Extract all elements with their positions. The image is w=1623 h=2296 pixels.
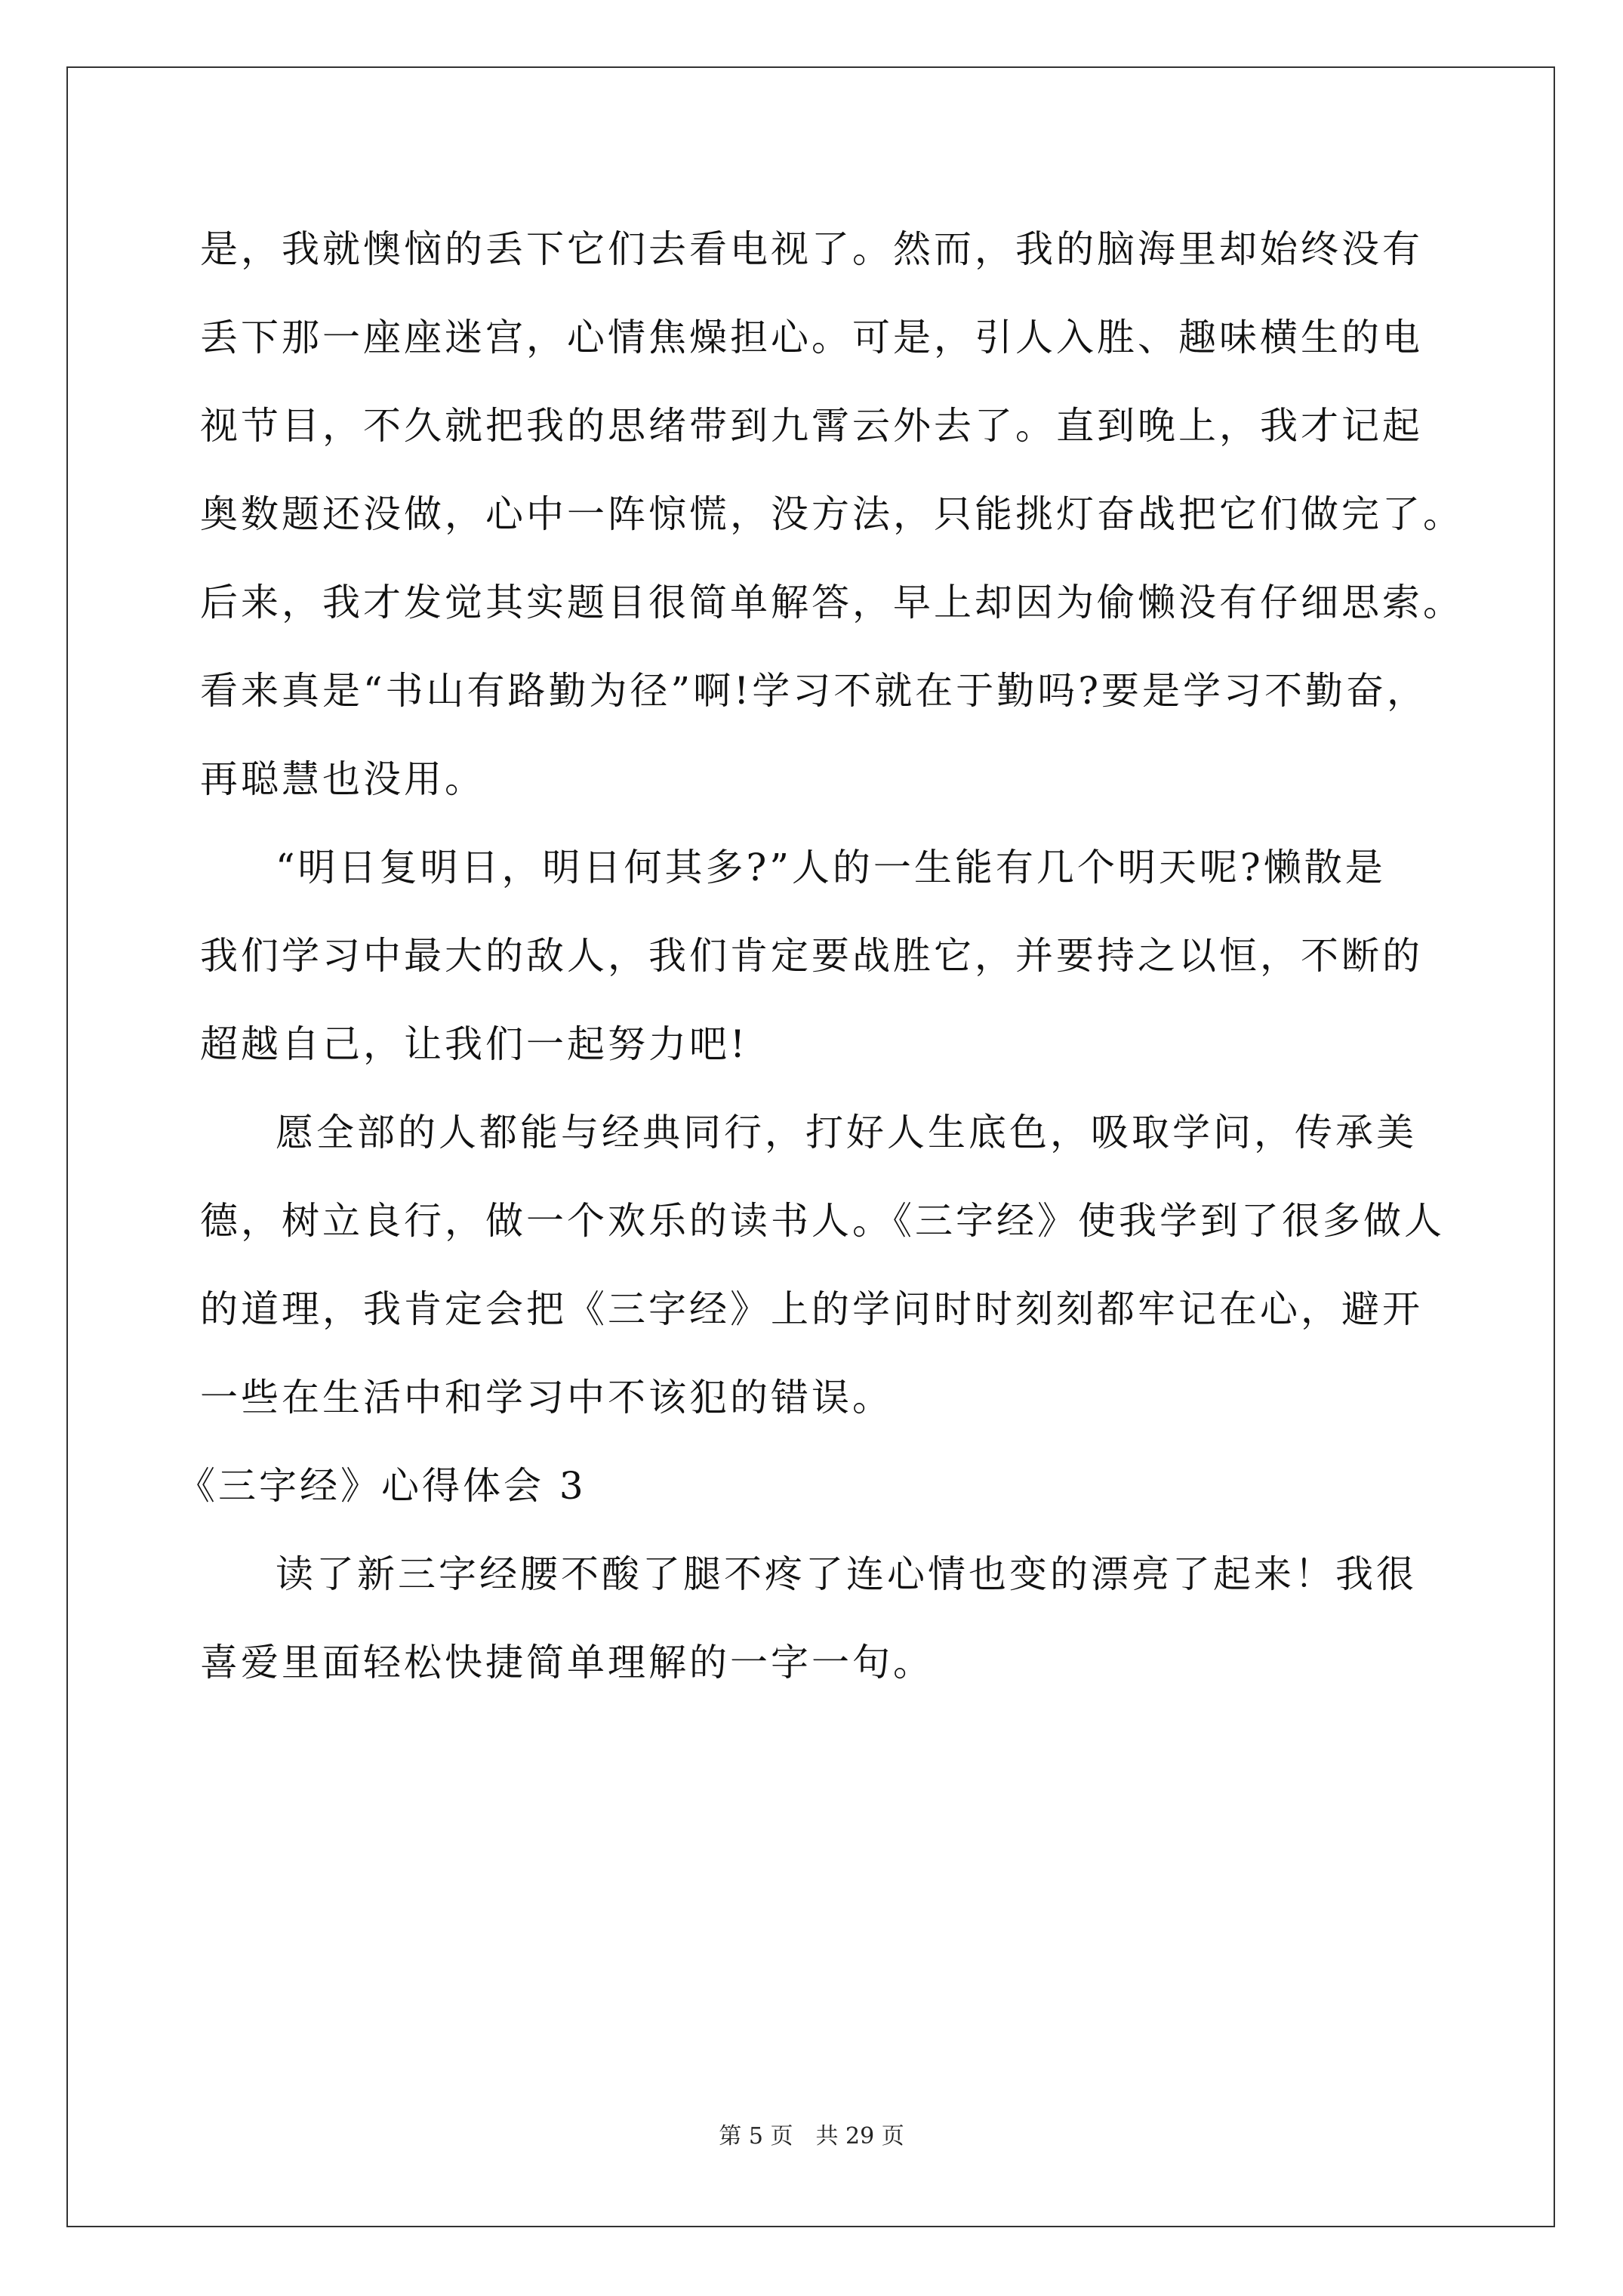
text-line: 奥数题还没做，心中一阵惊慌，没方法，只能挑灯奋战把它们做完了。 xyxy=(200,492,1464,536)
text-line: 喜爱里面轻松快捷简单理解的一字一句。 xyxy=(200,1641,934,1684)
text-line: 后来，我才发觉其实题目很简单解答，早上却因为偷懒没有仔细思索。 xyxy=(200,581,1464,624)
text-line: 一些在生活中和学习中不该犯的错误。 xyxy=(200,1376,893,1419)
text-line: 是，我就懊恼的丢下它们去看电视了。然而，我的脑海里却始终没有 xyxy=(200,227,1423,271)
text-line: 我们学习中最大的敌人，我们肯定要战胜它，并要持之以恒，不断的 xyxy=(200,934,1423,978)
text-line: 的道理，我肯定会把《三字经》上的学问时时刻刻都牢记在心，避开 xyxy=(200,1287,1423,1331)
text-line: 德，树立良行，做一个欢乐的读书人。《三字经》使我学到了很多做人 xyxy=(200,1199,1445,1243)
page-footer: 第 5 页 共 29 页 xyxy=(719,2123,904,2150)
text-line: 读了新三字经腰不酸了腿不疼了连心情也变的漂亮了起来！我很 xyxy=(276,1552,1417,1596)
text-line: 超越自己，让我们一起努力吧! xyxy=(200,1022,749,1066)
text-line: 看来真是“书山有路勤为径”啊!学习不就在于勤吗?要是学习不勤奋， xyxy=(200,669,1428,713)
text-line: 愿全部的人都能与经典同行，打好人生底色，吸取学问，传承美 xyxy=(276,1111,1417,1154)
text-line: 视节目，不久就把我的思绪带到九霄云外去了。直到晚上，我才记起 xyxy=(200,404,1423,448)
document-body xyxy=(177,219,1464,1721)
section-heading: 《三字经》心得体会 3 xyxy=(177,1464,587,1508)
text-line: 丢下那一座座迷宫，心情焦燥担心。可是，引人入胜、趣味横生的电 xyxy=(200,316,1423,359)
text-line: 再聪慧也没用。 xyxy=(200,757,485,801)
text-line: “明日复明日，明日何其多?”人的一生能有几个明天呢?懒散是 xyxy=(276,846,1386,889)
